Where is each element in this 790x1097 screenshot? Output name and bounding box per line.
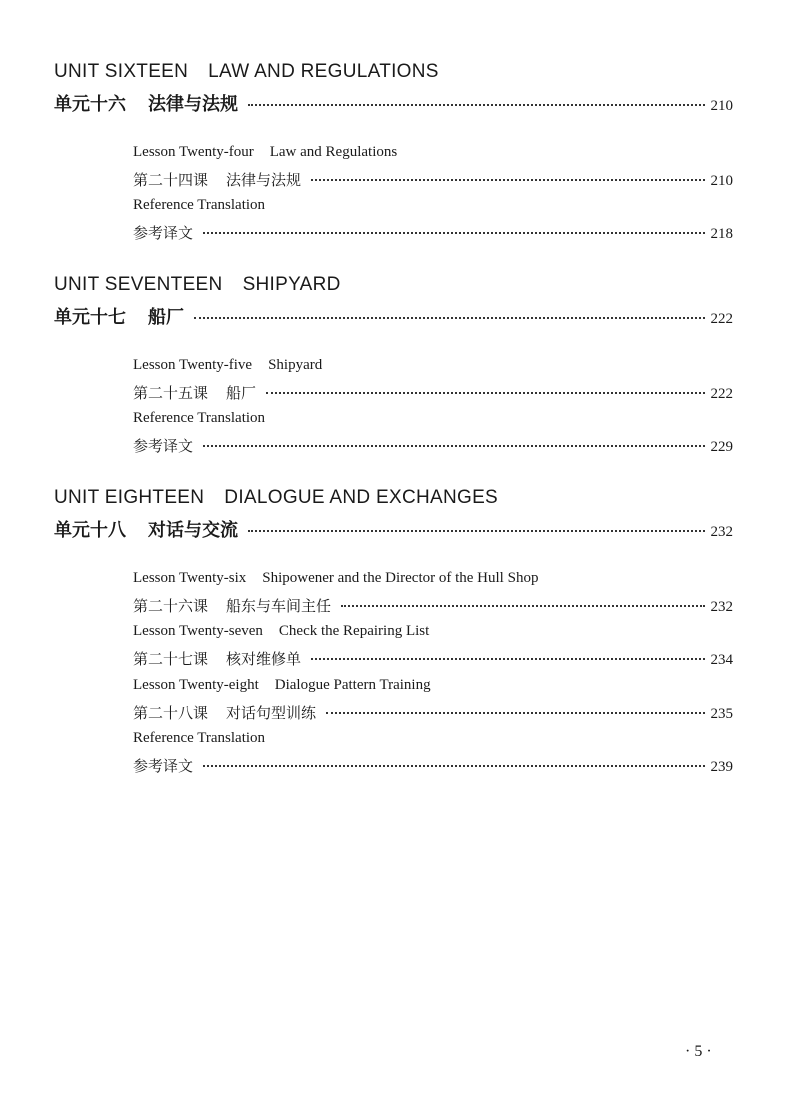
toc-entry-unit[interactable] (54, 90, 733, 116)
unit-label-zh: 单元十七 (54, 307, 126, 328)
page-number: 234 (710, 652, 733, 668)
dot-leader (266, 392, 704, 394)
lesson-title-en: Shipyard (268, 357, 323, 373)
dot-leader (341, 605, 704, 607)
dot-leader (311, 658, 704, 660)
toc-entry-lesson[interactable] (133, 169, 733, 190)
lesson-heading-en (133, 197, 265, 214)
dot-leader (203, 445, 704, 447)
unit-title-en: SHIPYARD (242, 274, 341, 295)
toc-entry-lesson[interactable] (133, 435, 733, 456)
lesson-heading-en (133, 410, 265, 427)
lesson-label-en: Lesson Twenty-four (133, 144, 254, 160)
lesson-title-zh: 核对维修单 (226, 650, 302, 668)
lesson-title-en: Dialogue Pattern Training (274, 677, 431, 693)
lesson-label-zh: 参考译文 (133, 224, 194, 242)
toc-entry-unit[interactable] (54, 303, 733, 329)
lesson-heading-en (133, 357, 322, 374)
lesson-heading-en (133, 730, 265, 747)
unit-title-zh: 对话与交流 (148, 520, 238, 541)
lesson-label-zh: 第二十四课 (133, 171, 209, 189)
lesson-title-en: Shipowener and the Director of the Hull Shop (262, 570, 539, 586)
toc-entry-unit[interactable] (54, 516, 733, 542)
unit-title-en: LAW AND REGULATIONS (208, 61, 439, 82)
page-number: 239 (710, 759, 733, 775)
page-folio: · 5 · (685, 1043, 712, 1060)
unit-label-en: UNIT EIGHTEEN (54, 487, 205, 508)
lesson-title-en: Law and Regulations (269, 144, 398, 160)
lesson-label-en: Lesson Twenty-seven (133, 623, 263, 639)
unit-label-en: UNIT SEVENTEEN (54, 274, 223, 295)
lesson-label-zh: 第二十八课 (133, 704, 209, 722)
unit-title-zh: 船厂 (148, 307, 184, 328)
dot-leader (203, 765, 704, 767)
lesson-label-en: Lesson Twenty-eight (133, 677, 259, 693)
page-number: 210 (710, 173, 733, 189)
toc-entry-lesson[interactable] (133, 595, 733, 616)
toc-entry-lesson[interactable] (133, 648, 733, 669)
page-number: 222 (710, 386, 733, 402)
lesson-label-zh: 第二十五课 (133, 384, 209, 402)
lesson-title-zh: 船东与车间主任 (226, 597, 332, 615)
unit-label-zh: 单元十八 (54, 520, 126, 541)
lesson-heading-en (133, 623, 429, 640)
page-number: 232 (710, 524, 733, 540)
toc-entry-lesson[interactable] (133, 755, 733, 776)
lesson-label-en: Reference Translation (133, 197, 266, 213)
lesson-label-en: Lesson Twenty-six (133, 570, 247, 586)
page-number: 229 (710, 439, 733, 455)
dot-leader (248, 530, 705, 532)
page-number: 232 (710, 599, 733, 615)
toc-entry-lesson[interactable] (133, 222, 733, 243)
dot-leader (194, 317, 705, 319)
toc-entry-lesson[interactable] (133, 382, 733, 403)
unit-label-en: UNIT SIXTEEN (54, 61, 189, 82)
lesson-label-zh: 参考译文 (133, 437, 194, 455)
lesson-title-zh: 船厂 (226, 384, 257, 402)
dot-leader (311, 179, 704, 181)
toc-entry-lesson[interactable] (133, 702, 733, 723)
page-number: 222 (710, 311, 733, 327)
lesson-label-zh: 第二十七课 (133, 650, 209, 668)
unit-title-zh: 法律与法规 (148, 94, 238, 115)
unit-label-zh: 单元十六 (54, 94, 126, 115)
dot-leader (203, 232, 704, 234)
lesson-heading-en (133, 570, 538, 587)
lesson-heading-en (133, 144, 397, 161)
unit-heading-en (54, 274, 341, 296)
page-number: 235 (710, 706, 733, 722)
dot-leader (326, 712, 704, 714)
lesson-title-zh: 法律与法规 (226, 171, 302, 189)
lesson-label-zh: 第二十六课 (133, 597, 209, 615)
lesson-title-zh: 对话句型训练 (226, 704, 317, 722)
dot-leader (248, 104, 705, 106)
lesson-label-en: Reference Translation (133, 410, 266, 426)
page-number: 210 (710, 98, 733, 114)
unit-heading-en (54, 61, 439, 83)
unit-title-en: DIALOGUE AND EXCHANGES (224, 487, 499, 508)
unit-heading-en (54, 487, 498, 509)
lesson-label-en: Lesson Twenty-five (133, 357, 253, 373)
lesson-title-en: Check the Repairing List (278, 623, 430, 639)
page-number: 218 (710, 226, 733, 242)
lesson-label-en: Reference Translation (133, 730, 266, 746)
lesson-heading-en (133, 677, 431, 694)
lesson-label-zh: 参考译文 (133, 757, 194, 775)
